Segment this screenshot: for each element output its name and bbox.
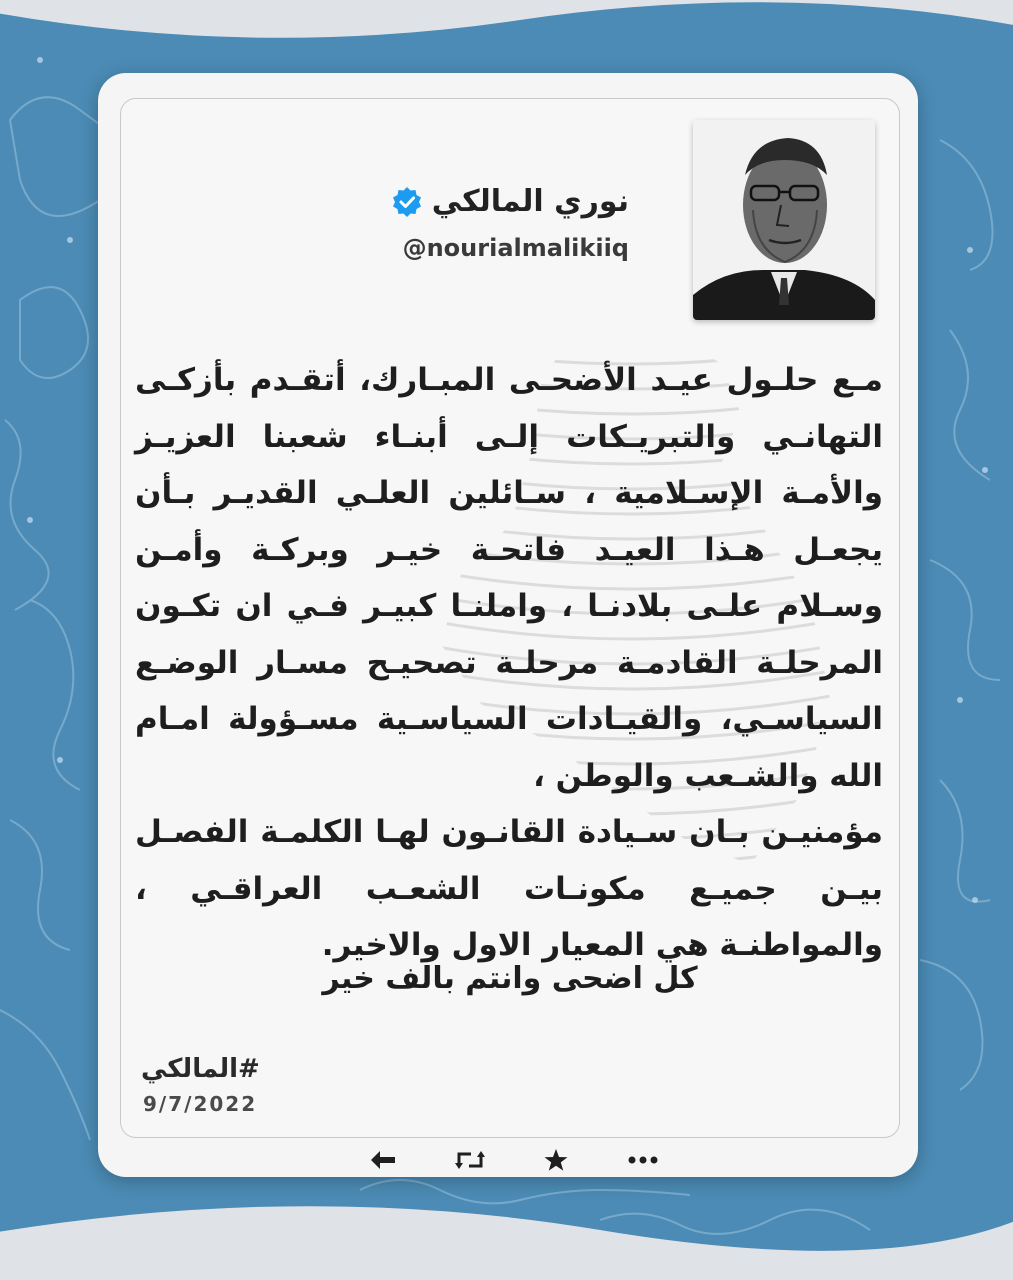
tweet-paragraph: مؤمنيـن بـان سـيادة القانـون لهـا الكلمـة الفصـل بيـن جميـع مكونـات الشعـب العراقـي ، والمواطنـة هي المعيار الاول والاخير.: [135, 814, 883, 963]
tweet-actions: [368, 1145, 658, 1175]
reply-icon: [369, 1149, 397, 1171]
profile-name-row: [392, 184, 629, 219]
more-icon: [628, 1155, 658, 1165]
retweet-button[interactable]: [455, 1147, 485, 1173]
closing-line: كل اضحى وانتم بالف خير: [322, 961, 698, 996]
profile-name[interactable]: نوري المالكي: [431, 184, 629, 219]
star-icon: [544, 1148, 568, 1172]
retweet-icon: [455, 1148, 485, 1172]
tweet-paragraph: مـع حلـول عيـد الأضحـى المبـارك، أتقـدم بأزكـى التهانـي والتبريـكات إلـى أبنـاء شعبنا العزيـز والأمـة الإسـلامية ، سـائلين العلـي القديـر بـأن يجعـل هـذا العيـد فاتحـة خيـر وبركـة وأمـن وسـلام علـى بلادنـا ، واملنـا كبيـر فـي ان تكـون المرحلـة القادمـة مرحلـة تصحيـح مسـار الوضـع السياسـي، والقيـادات السياسـية مسـؤولة امـام الله والشـعب والوطن ،: [135, 362, 883, 794]
verified-badge-icon: [392, 187, 422, 217]
hashtag-link[interactable]: #المالكي: [141, 1054, 260, 1084]
reply-button[interactable]: [368, 1147, 398, 1173]
more-button[interactable]: [628, 1147, 658, 1173]
tweet-text: [135, 352, 883, 974]
favorite-button[interactable]: [541, 1147, 571, 1173]
tweet-card: [98, 73, 918, 1177]
avatar[interactable]: [693, 120, 875, 320]
tweet-date: 9/7/2022: [143, 1092, 258, 1116]
tweet-frame: [120, 98, 900, 1138]
profile-handle[interactable]: @nourialmalikiiq: [402, 234, 629, 262]
